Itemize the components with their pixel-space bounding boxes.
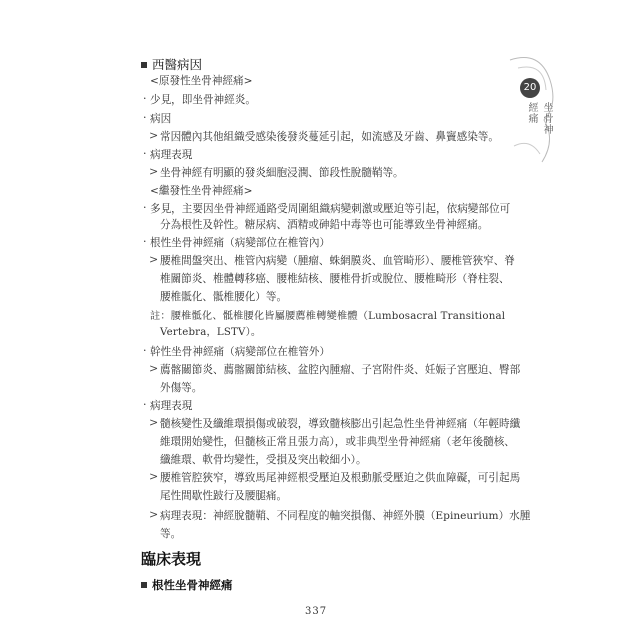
body-line: 幹性坐骨神經痛（病變部位在椎管外） <box>150 346 331 358</box>
page-number: 337 <box>305 606 328 617</box>
body-line: 病理表現：神經脫髓鞘、不同程度的軸突損傷、神經外膜（Epineurium）水腫 <box>160 510 531 522</box>
body-line: 髓核變性及纖維環損傷或破裂，導致髓核膨出引起急性坐骨神經痛（年輕時纖 <box>160 418 521 430</box>
body-line: 腰椎間盤突出、椎管內病變（腫瘤、蛛網膜炎、血管畸形）、腰椎管狹窄、脊 <box>160 255 515 267</box>
bullet-icon: · <box>143 398 147 411</box>
body-line: 根性坐骨神經痛（病變部位在椎管內） <box>150 237 331 249</box>
subheading-radicular: 根性坐骨神經痛 <box>141 577 233 593</box>
section-title: 西醫病因 <box>141 55 202 73</box>
body-line: 腰椎管腔狹窄，導致馬尾神經根受壓迫及根動脈受壓迫之供血障礙，可引起馬 <box>160 472 521 484</box>
bullet-icon: · <box>143 92 147 105</box>
chapter-tab <box>520 78 552 138</box>
arrow-marker-icon: > <box>149 508 159 521</box>
bullet-icon: · <box>143 235 147 248</box>
body-line: Vertebra，LSTV）。 <box>160 327 262 338</box>
bullet-icon: · <box>143 147 147 160</box>
body-line: 常因體內其他組織受感染後發炎蔓延引起，如流感及牙齒、鼻竇感染等。 <box>160 131 499 143</box>
body-line: 註：腰椎骶化、骶椎腰化皆屬腰薦椎轉變椎體（Lumbosacral Transitional <box>150 311 506 322</box>
body-line: 等。 <box>160 528 182 540</box>
body-line: <繼發性坐骨神經痛> <box>150 185 253 197</box>
body-line: <原發性坐骨神經痛> <box>150 75 253 87</box>
bullet-icon: · <box>143 201 147 214</box>
chapter-number: 20 <box>520 78 540 98</box>
arrow-marker-icon: > <box>149 253 159 266</box>
bullet-icon: · <box>143 344 147 357</box>
body-line: 病理表現 <box>150 400 193 412</box>
heading-clinical: 臨床表現 <box>141 550 202 568</box>
body-line: 腰椎骶化、骶椎腰化）等。 <box>160 291 288 303</box>
body-line: 維環開始變性，但髓核正常且張力高），或非典型坐骨神經痛（老年後髓核、 <box>160 436 515 448</box>
body-line: 分為根性及幹性。糖尿病、酒精或砷鉛中毒等也可能導致坐骨神經痛。 <box>160 219 489 231</box>
arrow-marker-icon: > <box>149 129 159 142</box>
square-bullet-icon <box>141 62 147 68</box>
body-line: 多見，主要因坐骨神經通路受周圍組織病變刺激或壓迫等引起，依病變部位可 <box>150 203 511 215</box>
bullet-icon: · <box>143 111 147 124</box>
arrow-marker-icon: > <box>149 165 159 178</box>
square-bullet-icon <box>141 582 147 588</box>
body-line: 尾性間歇性跛行及腰腿痛。 <box>160 490 288 502</box>
body-line: 薦髂關節炎、薦髂關節結核、盆腔內腫瘤、子宮附件炎、妊娠子宮壓迫、臀部 <box>160 364 521 376</box>
body-line: 坐骨神經有明顯的發炎細胞浸潤、節段性脫髓鞘等。 <box>160 167 404 179</box>
body-line: 纖維環、軟骨均變性，受損及突出較細小）。 <box>160 454 367 466</box>
body-line: 少見，即坐骨神經炎。 <box>150 94 256 106</box>
arrow-marker-icon: > <box>149 416 159 429</box>
chapter-title: 坐骨神經痛 <box>526 102 552 135</box>
arrow-marker-icon: > <box>149 362 159 375</box>
body-line: 椎關節炎、椎體轉移癌、腰椎結核、腰椎骨折或脫位、腰椎畸形（脊柱裂、 <box>160 273 510 285</box>
body-line: 病因 <box>150 113 172 125</box>
arrow-marker-icon: > <box>149 470 159 483</box>
body-line: 病理表現 <box>150 149 193 161</box>
body-line: 外傷等。 <box>160 382 203 394</box>
